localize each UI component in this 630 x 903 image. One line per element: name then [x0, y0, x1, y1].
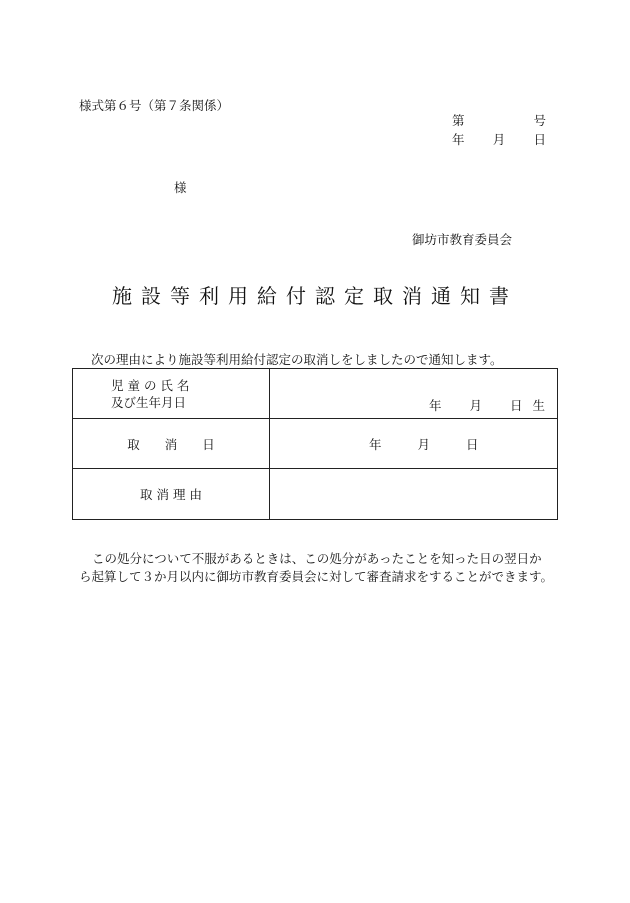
cancel-month: 月 [417, 436, 430, 452]
child-value-cell[interactable] [270, 369, 558, 419]
cancel-date-label: 取 消 日 [73, 419, 270, 469]
birth-year: 年 [428, 398, 442, 413]
cancel-date-row [73, 419, 558, 469]
issue-date-day: 日 [533, 132, 546, 147]
reason-cell[interactable] [270, 469, 558, 520]
cancel-date-cell[interactable] [270, 419, 558, 469]
issue-number [452, 111, 546, 129]
addressee-suffix: 様 [174, 180, 187, 195]
appeal-notice: この処分について不服があるときは、この処分があったことを知った日の翌日から起算して３か月以内に御坊市教育委員会に対して審査請求をすることができます。 [79, 551, 554, 584]
child-row [73, 369, 558, 419]
issue-number-prefix: 第 [452, 113, 465, 128]
reason-row [73, 469, 558, 520]
intro-text: 次の理由により施設等利用給付認定の取消しをしましたので通知します。 [91, 352, 503, 367]
issue-date-year: 年 [452, 132, 465, 147]
cancel-day: 日 [465, 436, 479, 452]
child-label [73, 369, 270, 419]
child-label-line2: 及び生年月日 [111, 394, 187, 410]
cancel-year: 年 [369, 436, 382, 452]
issue-number-suffix: 号 [533, 113, 546, 128]
form-number: 様式第６号（第７条関係） [79, 98, 230, 113]
issue-date-month: 月 [492, 132, 506, 147]
document-title: 施設等利用給付認定取消通知書 [112, 284, 518, 308]
birth-date [429, 396, 545, 414]
notice-table [72, 368, 558, 520]
birth-suffix: 生 [532, 398, 545, 413]
child-label-line1: 児 童 の 氏 名 [111, 377, 190, 393]
birth-month: 月 [469, 398, 482, 413]
issuer: 御坊市教育委員会 [412, 232, 513, 247]
birth-day: 日 [509, 398, 523, 413]
reason-label: 取 消 理 由 [73, 469, 270, 520]
issue-date [452, 130, 546, 148]
